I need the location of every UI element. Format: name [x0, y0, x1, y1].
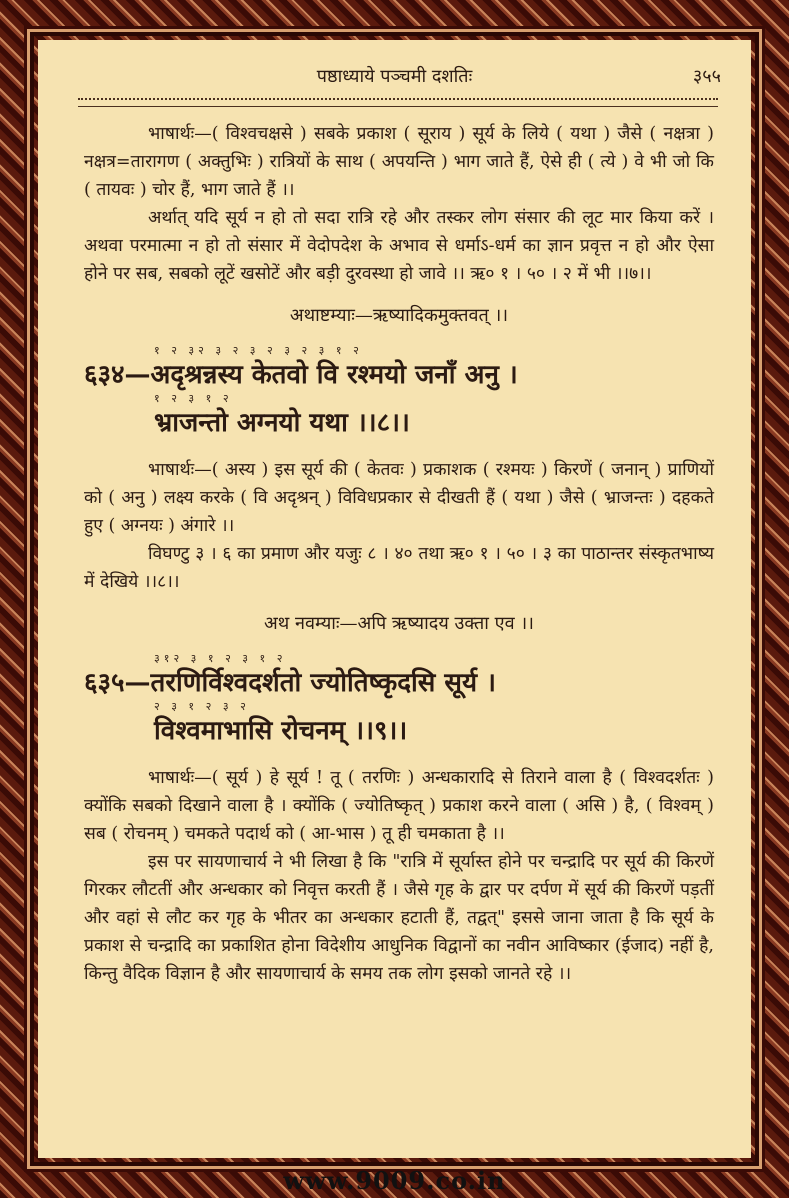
- mantra9-accent-line2: २ ३ १ २ ३ २: [154, 700, 250, 713]
- bhashartha-8: भाषार्थः—( अस्य ) इस सूर्य की ( केतवः ) प्रकाशक ( रश्मयः ) किरणें ( जनान् ) प्राणियों को ( अनु ) लक्ष्य करके ( वि अदृश्रन् ) विविधप्रकार से दीखती हैं ( यथा ) जैसे ( भ्राजन्तः ) दहकते हुए ( अग्नयः ) अंगारे ।।: [84, 460, 714, 536]
- mantra9-line1: ६३५—तरणिर्विश्वदर्शतो ज्योतिष्कृदसि सूर्य ।: [84, 668, 496, 698]
- mantra8-block: [84, 344, 714, 440]
- page-content: [84, 120, 714, 988]
- paragraph-7: अर्थात् यदि सूर्य न हो तो सदा रात्रि रहे और तस्कर लोग संसार की लूट मार किया करें । अथवा परमात्मा न हो तो संसार में वेदोपदेश के अभाव से धर्माऽ-धर्म का ज्ञान प्रवृत्त न हो और ऐसा होने पर सब, सबको लूटें खसोटें और बड़ी दुरवस्था हो जावे ।। ऋ० १ । ५० । २ में भी ।।७।।: [84, 208, 714, 284]
- running-header: [38, 64, 751, 94]
- mantra8-accent-line2: १ २ ३ १ २: [154, 392, 233, 405]
- mantra9-heading: अथ नवम्याः—अपि ऋष्यादय उक्ता एव ।।: [264, 613, 534, 634]
- bhashartha-9: भाषार्थः—( सूर्य ) हे सूर्य ! तू ( तरणिः ) अन्धकारादि से तिराने वाला है ( विश्वदर्शतः ) क्योंकि सबको दिखाने वाला है । क्योंकि ( ज्योतिष्कृत् ) प्रकाश करने वाला ( असि ) है, ( विश्वम् ) सब ( रोचनम् ) चमकते पदार्थ को ( आ-भास ) तू ही चमकाता है ।।: [84, 768, 714, 844]
- mantra8-heading: अथाष्टम्याः—ऋष्यादिकमुक्तवत् ।।: [289, 305, 509, 326]
- mantra9-line2: विश्वमाभासि रोचनम् ।।९।।: [154, 716, 408, 746]
- paragraph-9: इस पर सायणाचार्य ने भी लिखा है कि "रात्रि में सूर्यास्त होने पर चन्द्रादि पर सूर्य की किरणें गिरकर लौटतीं और अन्धकार को निवृत्त करती हैं । जैसे गृह के द्वार पर दर्पण में सूर्य की किरणें पड़तीं और वहां से लौट कर गृह के भीतर का अन्धकार हटाती हैं, तद्वत्" इससे जाना जाता है कि सूर्य के प्रकाश से चन्द्रादि का प्रकाशित होना विदेशीय आधुनिक विद्वानों का नवीन आविष्कार (ईजाद) नहीं है, किन्तु वैदिक विज्ञान है और सायणाचार्य के समय तक लोग इसको जानते रहे ।।: [84, 852, 714, 984]
- note-8: विघण्टु ३ । ६ का प्रमाण और यजुः ८ । ४० तथा ऋ० १ । ५० । ३ का पाठान्तर संस्कृतभाष्य में देखिये ।।८।।: [84, 544, 714, 592]
- book-page: [38, 40, 751, 1158]
- page-number: ३५५: [692, 66, 721, 87]
- mantra8-accent-line1: १ २ ३२ ३ २ ३ २ ३ २ ३ १ २: [154, 344, 363, 357]
- mantra9-block: [84, 652, 714, 748]
- header-title: पष्ठाध्याये पञ्चमी दशतिः: [316, 66, 473, 87]
- mantra8-line1: ६३४—अदृश्रन्नस्य केतवो वि रश्मयो जनाँ अनु ।: [84, 360, 518, 390]
- header-rule: [78, 98, 718, 107]
- footer-watermark: www.9009.co.in: [283, 1166, 506, 1195]
- mantra8-line2: भ्राजन्तो अग्नयो यथा ।।८।।: [154, 408, 410, 438]
- bhashartha-7: भाषार्थः—( विश्वचक्षसे ) सबके प्रकाश ( सूराय ) सूर्य के लिये ( यथा ) जैसे ( नक्षत्रा ) नक्षत्र=तारागण ( अक्तुभिः ) रात्रियों के साथ ( अपयन्ति ) भाग जाते हैं, ऐसे ही ( त्ये ) वे भी जो कि ( तायवः ) चोर हैं, भाग जाते हैं ।।: [84, 124, 714, 200]
- mantra9-accent-line1: ३१२ ३ १ २ ३ १ २: [154, 652, 287, 665]
